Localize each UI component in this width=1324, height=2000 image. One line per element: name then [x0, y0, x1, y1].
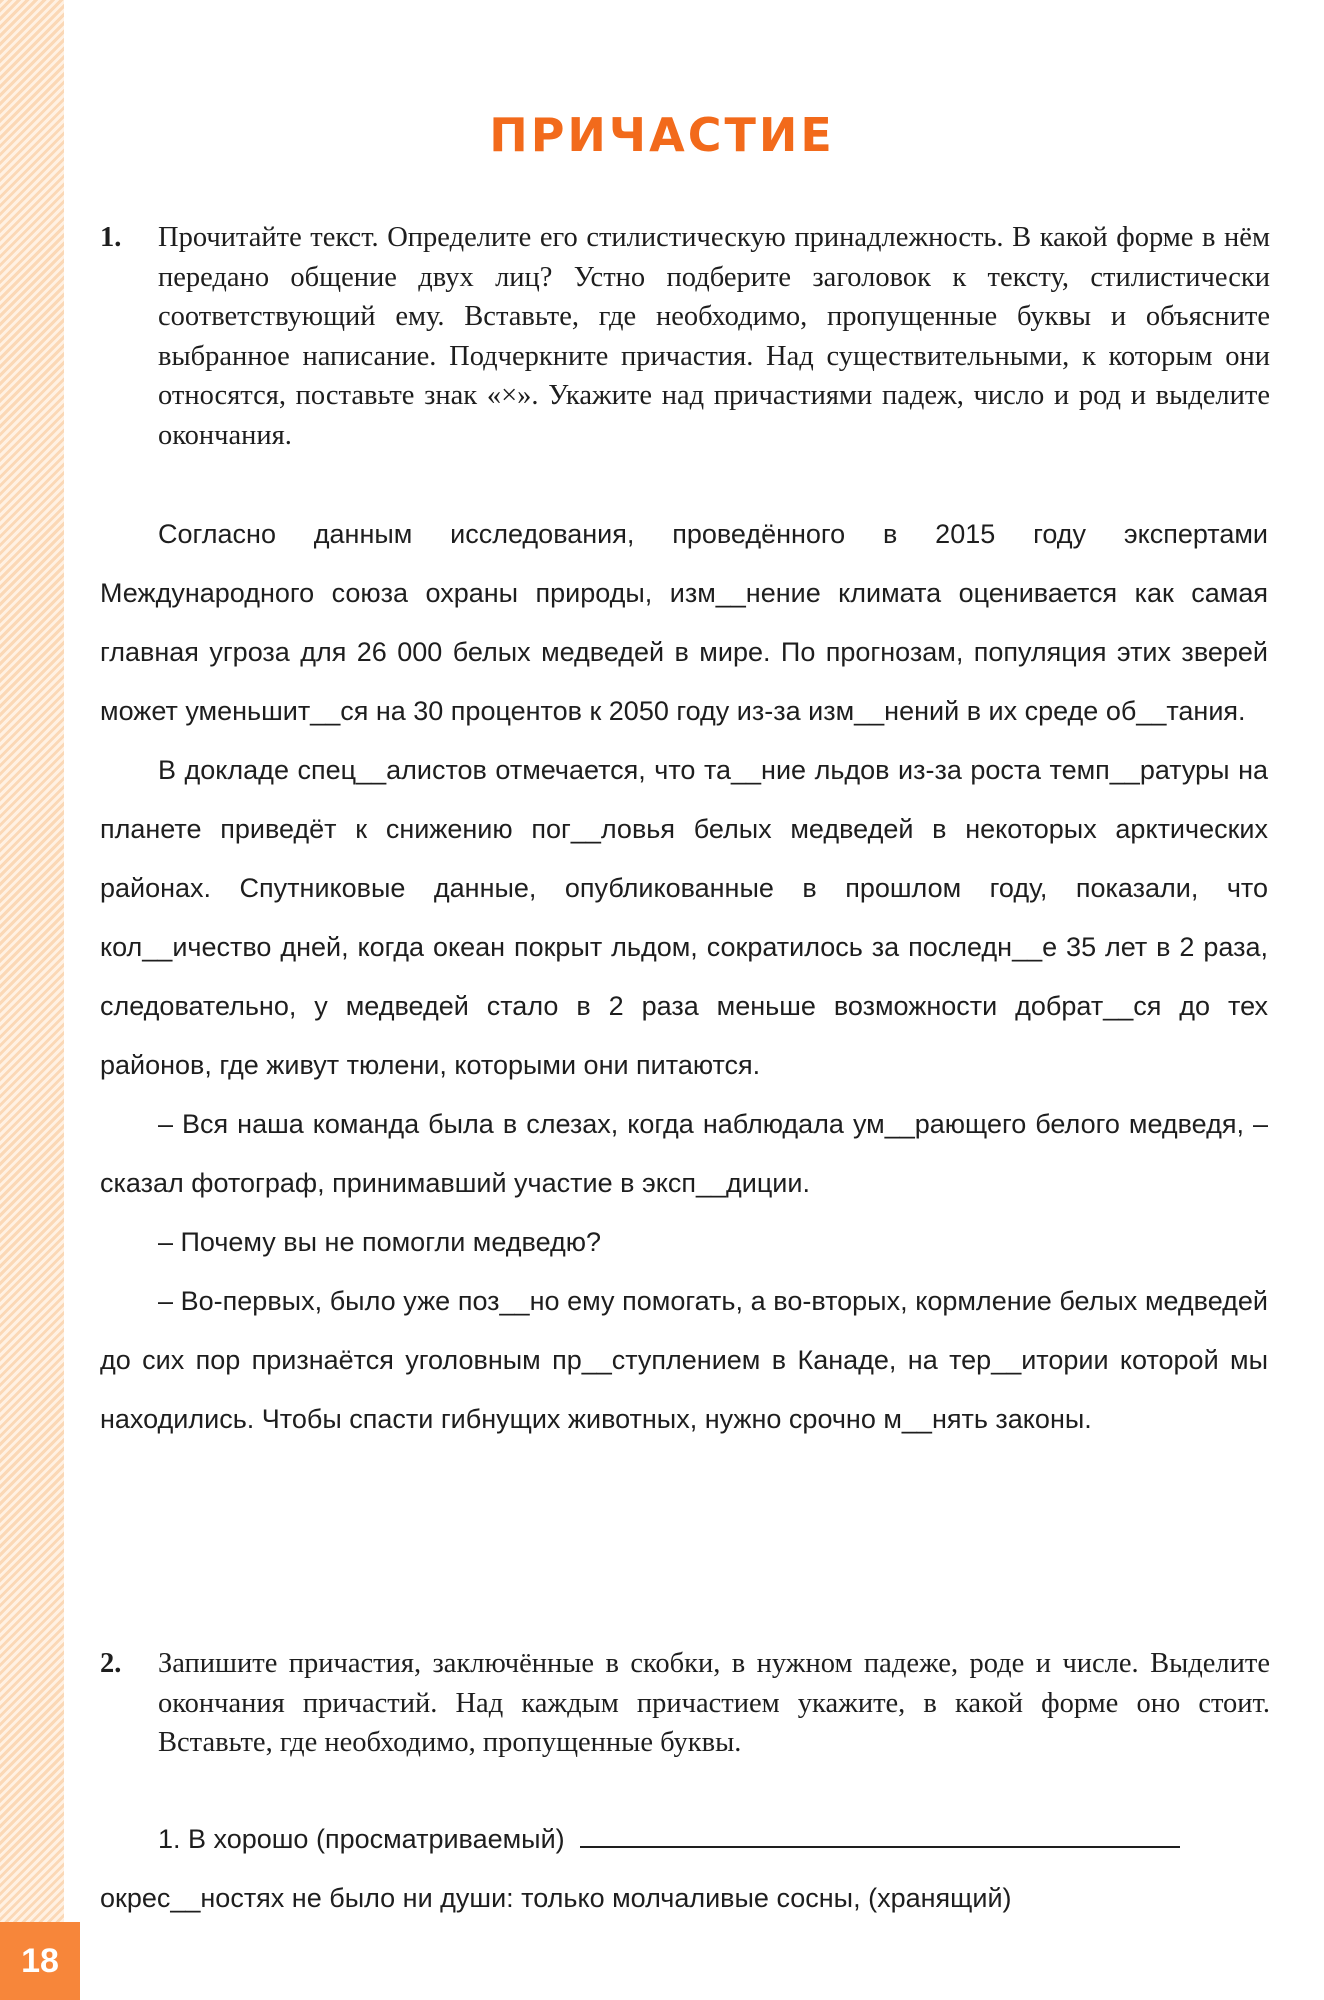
task-2 — [100, 1644, 1270, 1763]
text-paragraph: – Вся наша команда была в слезах, когда наблюдала ум__рающего белого медведя, – сказал фотограф, принимавший участие в эксп__диции. — [100, 1109, 1268, 1198]
task-1-number: 1. — [100, 222, 122, 253]
task-1-text — [100, 505, 1268, 1449]
task-2-exercise-line-2: окрес__ностях не было ни души: только молчаливые сосны, (хранящий) — [100, 1883, 1012, 1913]
text-paragraph: Согласно данным исследования, проведённого в 2015 году экспертами Международного союза охраны природы, изм__нение климата оценивается как самая главная угроза для 26 000 белых медведей в мире. По прогнозам, популяция этих зверей может уменьшит__ся на 30 процентов к 2050 году из-за изм__нений в их среде об__тания. — [100, 519, 1268, 726]
text-paragraph: – Почему вы не помогли медведю? — [158, 1227, 602, 1257]
task-2-instruction: Запишите причастия, заключённые в скобки, в нужном падеже, роде и числе. Выделите окончания причастий. Над каждым причастием укажите, в какой форме оно стоит. Вставьте, где необходимо, пропущенные буквы. — [158, 1648, 1270, 1758]
text-paragraph: В докладе спец__алистов отмечается, что та__ние льдов из-за роста темп__ратуры на планете приведёт к снижению пог__ловья белых медведей в некоторых арктических районах. Спутниковые данные, опубликованные в прошлом году, показали, что кол__ичество дней, когда океан покрыт льдом, сократилось за последн__е 35 лет в 2 раза, следовательно, у медведей стало в 2 раза меньше возможности добрат__ся до тех районов, где живут тюлени, которыми они питаются. — [100, 755, 1268, 1080]
text-paragraph: – Во-первых, было уже поз__но ему помогать, а во-вторых, кормление белых медведей до сих пор признаётся уголовным пр__ступлением в Канаде, на тер__итории которой мы находились. Чтобы спасти гибнущих животных, нужно срочно м__нять законы. — [100, 1286, 1268, 1434]
task-2-exercise-line-1 — [100, 1810, 1268, 1869]
exercise-text: 1. В хорошо (просматриваемый) — [158, 1824, 565, 1854]
task-2-number: 2. — [100, 1648, 122, 1679]
page-margin-decoration — [0, 0, 64, 2000]
task-1-instruction: Прочитайте текст. Определите его стилистическую принадлежность. В какой форме в нём передано общение двух лиц? Устно подберите заголовок к тексту, стилистически соответствующий ему. Вставьте, где необходимо, пропущенные буквы и объясните выбранное написание. Подчеркните причастия. Над существительными, к которым они относятся, поставьте знак «×». Укажите над причастиями падеж, число и род и выделите окончания. — [158, 222, 1270, 451]
page-title: ПРИЧАСТИЕ — [489, 108, 835, 162]
task-1 — [100, 218, 1270, 455]
page-number: 18 — [0, 1922, 80, 2000]
answer-blank-line[interactable] — [580, 1816, 1180, 1848]
